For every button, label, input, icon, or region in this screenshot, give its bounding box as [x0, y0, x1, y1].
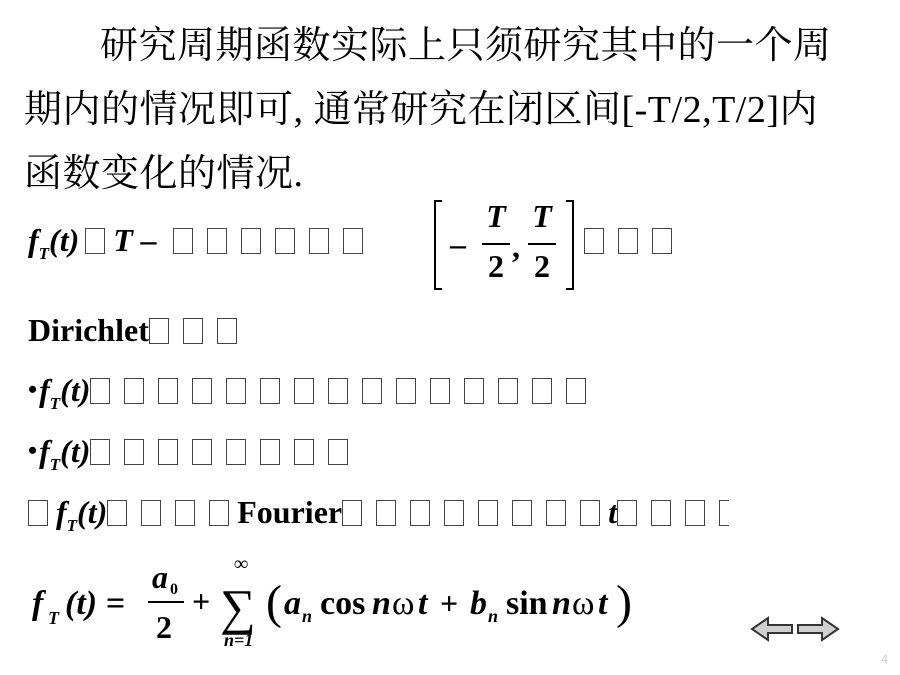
formula-sin: sin [506, 585, 548, 622]
interval-right-bracket [566, 200, 574, 290]
fourier-line: $f_T(t)$ Fourier t [28, 494, 737, 536]
interval-minus: – [450, 226, 466, 262]
intro-paragraph [24, 14, 874, 206]
formula-plus2: + [440, 585, 459, 621]
formula-t2: t [598, 585, 608, 622]
condition-2: $•f_T(t)$ [28, 433, 356, 475]
formula-infinity: ∞ [234, 553, 249, 575]
double-arrow-icon[interactable] [750, 614, 840, 644]
interval-num-2: T [532, 198, 552, 234]
interval-comma: , [512, 228, 520, 264]
formula-an: a [284, 585, 301, 622]
condition-1: $•f_T(t)$ [28, 372, 594, 414]
formula-open-paren: ( [266, 576, 282, 629]
intro-line-1: 研究周期函数实际上只须研究其中的一个周 [100, 25, 832, 67]
formula-n2: n [552, 585, 571, 622]
interval-left-bracket [434, 200, 442, 290]
intro-line-3: 函数变化的情况. [24, 153, 304, 195]
interval-fraction-bar-1 [482, 243, 510, 245]
formula-t1: t [418, 585, 428, 622]
definition-line: $f_T(t)$ T – [28, 222, 371, 264]
formula-n-eq-1: n=1 [224, 630, 254, 650]
formula-plus: + [192, 583, 211, 619]
page-number: 4 [881, 652, 888, 666]
formula-n1: n [372, 585, 391, 622]
formula-cos: cos [320, 585, 366, 622]
formula-a0-sub: 0 [170, 581, 178, 598]
formula-omega2: ω [572, 585, 595, 622]
interval-den-1: 2 [488, 248, 504, 284]
formula-bn: b [470, 585, 487, 622]
formula-close-paren: ) [616, 576, 632, 629]
formula-an-sub: n [302, 606, 313, 626]
formula-a0: a [152, 559, 168, 595]
formula-bn-sub: n [488, 606, 499, 626]
intro-line-2: 期内的情况即可, 通常研究在闭区间[-T/2,T/2]内 [24, 89, 819, 131]
formula-lhs-f: f [32, 585, 44, 622]
interval-fraction-bar-2 [528, 243, 556, 245]
formula-omega1: ω [392, 585, 415, 622]
dirichlet-line: Dirichlet [28, 312, 245, 349]
interval-num-1: T [486, 198, 506, 234]
fourier-series-formula [20, 548, 720, 658]
definition-line-tail [584, 222, 680, 259]
formula-two: 2 [156, 609, 172, 645]
formula-sigma: ∑ [220, 579, 256, 635]
formula-lhs-sub: T [48, 608, 59, 628]
formula-lhs-arg: (t) = [65, 585, 125, 622]
interval-den-2: 2 [534, 248, 550, 284]
